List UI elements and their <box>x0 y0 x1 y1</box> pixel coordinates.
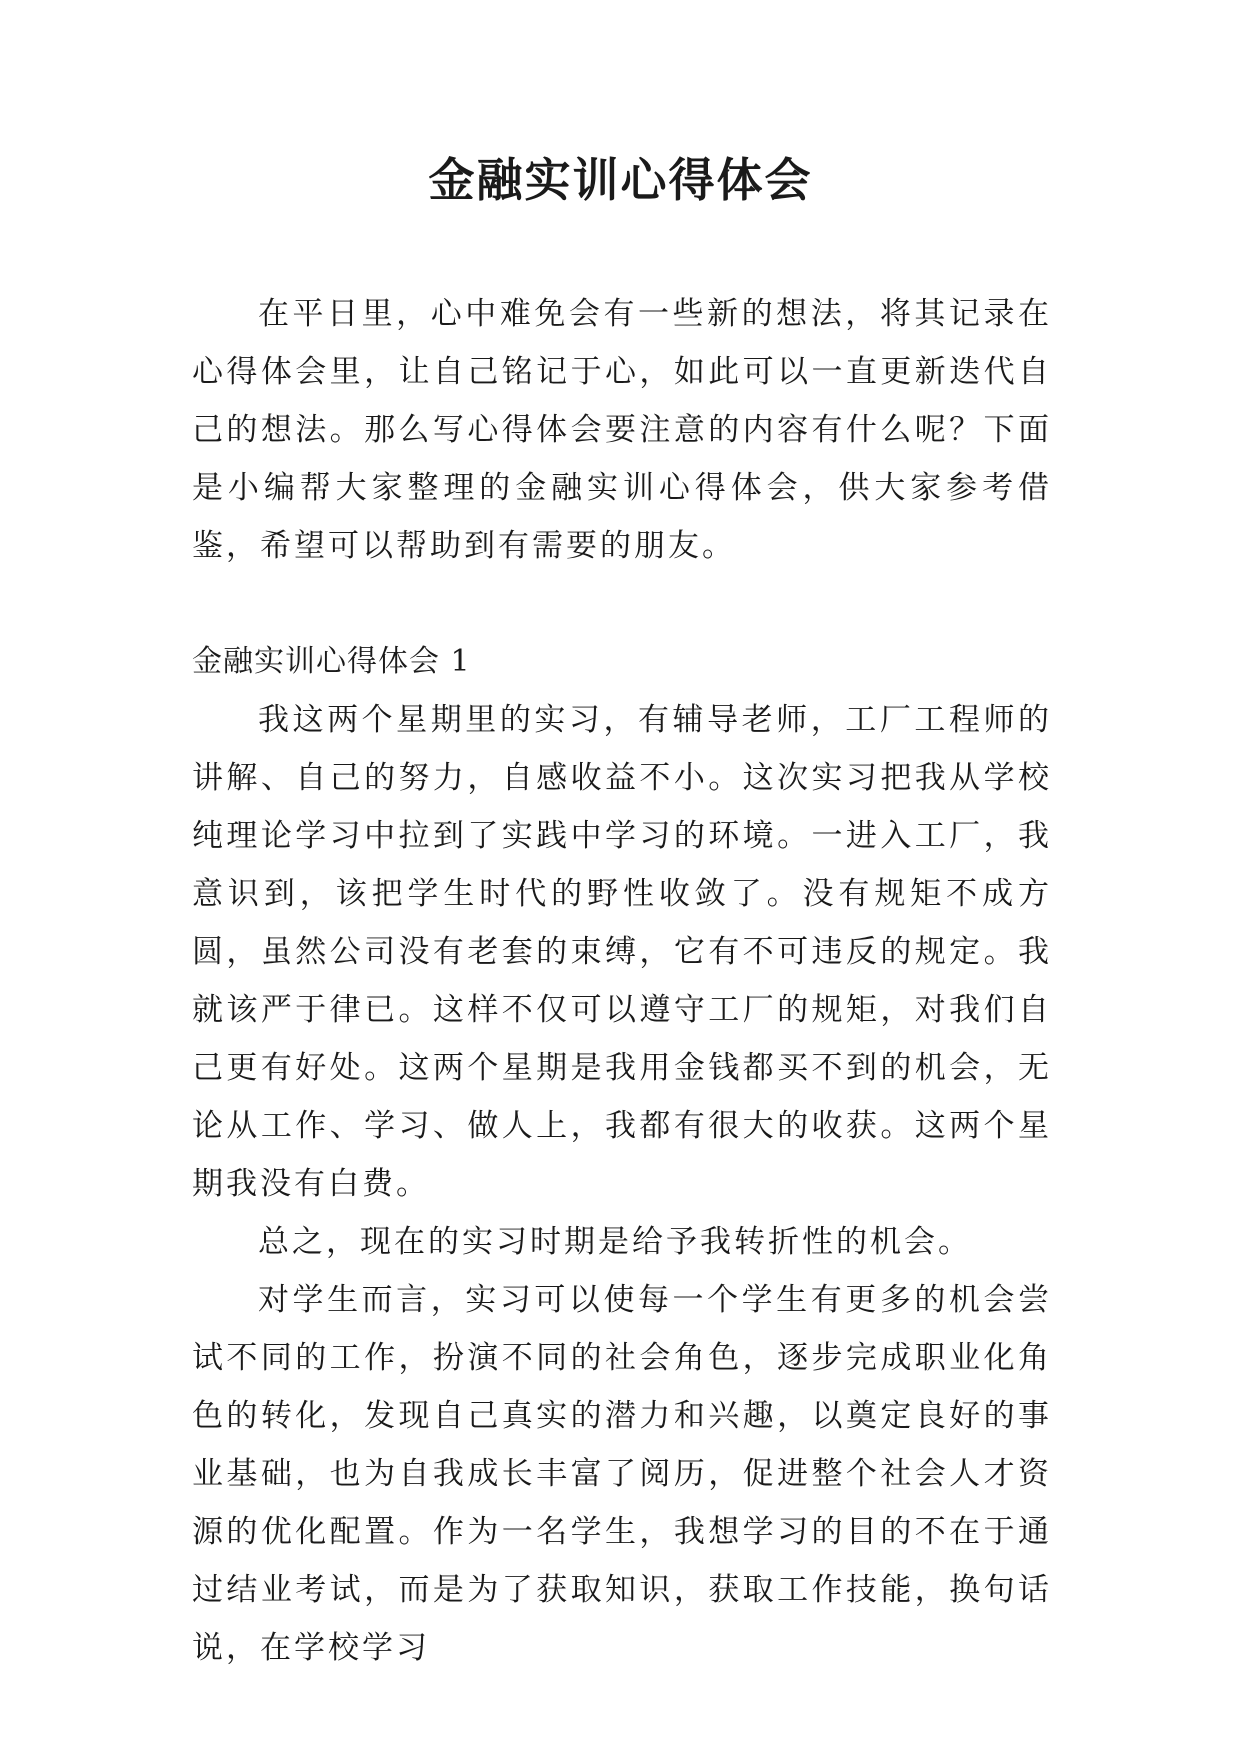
document-title: 金融实训心得体会 <box>428 153 813 207</box>
body-paragraph-3: 对学生而言，实习可以使每一个学生有更多的机会尝试不同的工作，扮演不同的社会角色，逐步完成职业化角色的转化，发现自己真实的潜力和兴趣，以奠定良好的事业基础，也为自我成长丰富了阅历，促进整个社会人才资源的优化配置。作为一名学生，我想学习的目的不在于通过结业考试，而是为了获取知识，获取工作技能，换句话说，在学校学习 <box>192 1282 1052 1666</box>
section-heading: 金融实训心得体会 1 <box>192 644 471 679</box>
intro-paragraph: 在平日里，心中难免会有一些新的想法，将其记录在心得体会里，让自己铭记于心，如此可以一直更新迭代自己的想法。那么写心得体会要注意的内容有什么呢？下面是小编帮大家整理的金融实训心得体会，供大家参考借鉴，希望可以帮助到有需要的朋友。 <box>192 296 1052 564</box>
body-paragraph-1: 我这两个星期里的实习，有辅导老师，工厂工程师的讲解、自己的努力，自感收益不小。这次实习把我从学校纯理论学习中拉到了实践中学习的环境。一进入工厂，我意识到，该把学生时代的野性收敛了。没有规矩不成方圆，虽然公司没有老套的束缚，它有不可违反的规定。我就该严于律已。这样不仅可以遵守工厂的规矩，对我们自己更有好处。这两个星期是我用金钱都买不到的机会，无论从工作、学习、做人上，我都有很大的收获。这两个星期我没有白费。 <box>192 702 1052 1202</box>
body-paragraph-2: 总之，现在的实习时期是给予我转折性的机会。 <box>258 1224 972 1260</box>
document-body <box>192 285 1052 1677</box>
